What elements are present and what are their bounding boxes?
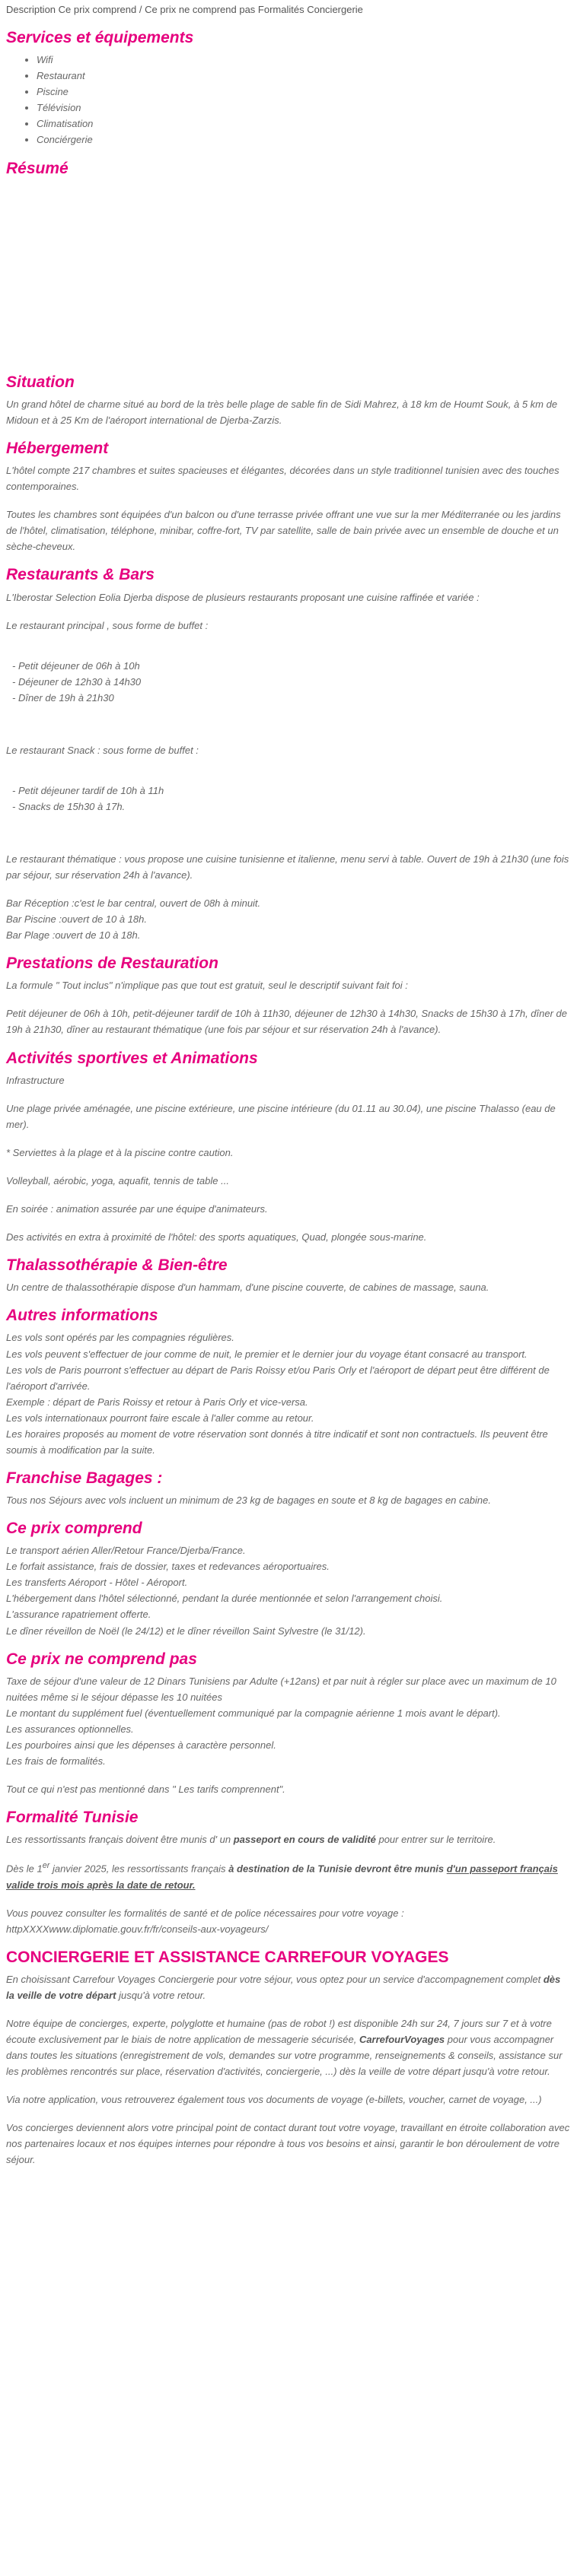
- bar-item: Bar Piscine :ouvert de 10 à 18h.: [6, 913, 148, 926]
- situation-text: Un grand hôtel de charme situé au bord de la très belle plage de sable fin de Sidi Mahrez, à 18 km de Houmt Souk, à 5 km de Midoun et à 25 Km de l'aéroport international de Djerba-Zarzis.: [6, 398, 558, 426]
- comprend-line: Les transferts Aéroport - Hôtel - Aéroport.: [6, 1577, 188, 1589]
- list-item: • Restaurant: [37, 68, 571, 84]
- restaurant-snack: Le restaurant Snack : sous forme de buffet :: [6, 744, 199, 756]
- formalite-title: Formalité Tunisie: [6, 1809, 139, 1827]
- formalite-text-3: Vous pouvez consulter les formalités de santé et de police nécessaires pour votre voyage :: [6, 1907, 404, 1919]
- comprend-line: L'assurance rapatriement offerte.: [6, 1609, 151, 1621]
- activites-text: * Serviettes à la plage et à la piscine contre caution.: [6, 1146, 234, 1158]
- bar-item: Bar Plage :ouvert de 10 à 18h.: [6, 929, 141, 942]
- thalasso-title: Thalassothérapie & Bien-être: [6, 1256, 228, 1275]
- bagages-title: Franchise Bagages :: [6, 1469, 163, 1487]
- situation-title: Situation: [6, 373, 75, 391]
- restaurants-intro: L'Iberostar Selection Eolia Djerba dispose de plusieurs restaurants proposant une cuisine raffinée et variée :: [6, 591, 480, 603]
- formalite-text-1: Les ressortissants français doivent être munis d' un passeport en cours de validité pour entrer sur le territoire.: [6, 1834, 496, 1846]
- activites-sub: Infrastructure: [6, 1074, 65, 1086]
- activites-text: En soirée : animation assurée par une équipe d'animateurs.: [6, 1202, 268, 1215]
- autres-line: Les vols de Paris pourront s'effectuer au départ de Paris Roissy et/ou Paris Orly et l'aéroport de départ peut être différent de l'aéroport d'arrivée.: [6, 1364, 550, 1392]
- activites-text: Des activités en extra à proximité de l'hôtel: des sports aquatiques, Quad, plongée sous-marine.: [6, 1231, 427, 1243]
- list-item: • Wifi: [37, 52, 571, 68]
- services-list: [6, 52, 571, 148]
- autres-line: Exemple : départ de Paris Roissy et retour à Paris Orly et vice-versa.: [6, 1396, 308, 1408]
- prestations-title: Prestations de Restauration: [6, 954, 218, 973]
- restaurant-main-item: - Dîner de 19h à 21h30: [12, 691, 114, 704]
- formalite-link[interactable]: httpXXXXwww.diplomatie.gouv.fr/fr/conseils-aux-voyageurs/: [6, 1923, 269, 1935]
- hebergement-title: Hébergement: [6, 439, 109, 457]
- activites-text: Une plage privée aménagée, une piscine extérieure, une piscine intérieure (du 01.11 au 30.04), une piscine Thalasso (eau de mer).: [6, 1102, 556, 1130]
- resume-title: Résumé: [6, 159, 69, 177]
- hebergement-text-2: Toutes les chambres sont équipées d'un balcon ou d'une terrasse privée offrant une vue sur la mer Méditerranée ou les jardins de l'hôtel, climatisation, téléphone, minibar, coffre-fort, TV par satellite, salle de bain privée avec un ensemble de douche et un sèche-cheveux.: [6, 509, 561, 553]
- prestations-text-1: La formule " Tout inclus" n'implique pas que tout est gratuit, seul le descriptif suivant fait foi :: [6, 980, 408, 992]
- comprend-line: L'hébergement dans l'hôtel sélectionné, pendant la durée mentionnée et selon l'arrangement choisi.: [6, 1593, 443, 1605]
- restaurant-snack-item: - Petit déjeuner tardif de 10h à 11h: [12, 784, 164, 796]
- restaurant-thematic: Le restaurant thématique : vous propose une cuisine tunisienne et italienne, menu servi à table. Ouvert de 19h à 21h30 (une fois par séjour, sur réservation 24h à l'avance).: [6, 853, 569, 881]
- autres-title: Autres informations: [6, 1307, 158, 1325]
- ne-comprend-title: Ce prix ne comprend pas: [6, 1650, 197, 1668]
- bar-item: Bar Réception :c'est le bar central, ouvert de 08h à minuit.: [6, 897, 261, 910]
- list-item: • Conciérgerie: [37, 132, 571, 148]
- restaurant-main: Le restaurant principal , sous forme de buffet :: [6, 619, 209, 631]
- autres-line: Les vols internationaux pourront faire escale à l'aller comme au retour.: [6, 1412, 314, 1424]
- list-item: • Télévision: [37, 100, 571, 116]
- comprend-line: Le forfait assistance, frais de dossier, taxes et redevances aéroportuaires.: [6, 1561, 330, 1573]
- restaurant-main-item: - Déjeuner de 12h30 à 14h30: [12, 675, 142, 688]
- ne-comprend-note: Tout ce qui n'est pas mentionné dans " Les tarifs comprennent".: [6, 1784, 285, 1796]
- services-title: Services et équipements: [6, 29, 194, 47]
- restaurant-snack-item: - Snacks de 15h30 à 17h.: [12, 800, 126, 812]
- list-item: • Climatisation: [37, 116, 571, 132]
- restaurant-main-item: - Petit déjeuner de 06h à 10h: [12, 659, 140, 672]
- conciergerie-title: CONCIERGERIE ET ASSISTANCE CARREFOUR VOYAGES: [6, 1948, 449, 1966]
- autres-line: Les vols peuvent s'effectuer de jour comme de nuit, le premier et le dernier jour du voyage étant consacré au transport.: [6, 1348, 528, 1360]
- ne-comprend-line: Les frais de formalités.: [6, 1755, 106, 1767]
- conciergerie-text-3: Via notre application, vous retrouverez également tous vos documents de voyage (e-billets, voucher, carnet de voyage, ...): [6, 2094, 542, 2106]
- restaurants-title: Restaurants & Bars: [6, 566, 155, 584]
- activites-title: Activités sportives et Animations: [6, 1049, 258, 1067]
- thalasso-text: Un centre de thalassothérapie dispose d'un hammam, d'une piscine couverte, de cabines de massage, sauna.: [6, 1282, 489, 1294]
- ne-comprend-line: Taxe de séjour d'une valeur de 12 Dinars Tunisiens par Adulte (+12ans) et par nuit à régler sur place avec un maximum de 10 nuitées même si le séjour dépasse les 10 nuitées: [6, 1675, 556, 1703]
- hebergement-text-1: L'hôtel compte 217 chambres et suites spacieuses et élégantes, décorées dans un style traditionnel tunisien avec des touches contemporaines.: [6, 465, 559, 493]
- ne-comprend-line: Les assurances optionnelles.: [6, 1723, 134, 1735]
- ne-comprend-line: Les pourboires ainsi que les dépenses à caractère personnel.: [6, 1739, 276, 1751]
- list-item: • Piscine: [37, 84, 571, 100]
- conciergerie-text-4: Vos concierges deviennent alors votre principal point de contact durant tout votre voyage, travaillant en étroite collaboration avec nos partenaires locaux et nos équipes internes pour répondre à tous vos besoins et ainsi, garantir le bon déroulement de votre séjour.: [6, 2122, 570, 2166]
- autres-line: Les vols sont opérés par les compagnies régulières.: [6, 1332, 234, 1344]
- conciergerie-text-2: Notre équipe de concierges, experte, polyglotte et humaine (pas de robot !) est disponible 24h sur 24, 7 jours sur 7 et à votre écoute exclusivement par le biais de notre application de messagerie sécurisée, CarrefourVoyages pour vous accompagner dans toutes les situations (enregistrement de vols, demandes sur votre programme, renseignements & conseils, assistance sur les problèmes rencontrés sur place, réservation d'activités, conciergerie, ...) dès la veille de votre départ jusqu'à votre retour.: [6, 2018, 563, 2078]
- autres-line: Les horaires proposés au moment de votre réservation sont donnés à titre indicatif et sont non contractuels. Ils peuvent être soumis à modification par la suite.: [6, 1428, 548, 1456]
- comprend-line: Le dîner réveillon de Noël (le 24/12) et le dîner réveillon Saint Sylvestre (le 31/12).: [6, 1625, 366, 1637]
- comprend-line: Le transport aérien Aller/Retour France/Djerba/France.: [6, 1545, 246, 1557]
- tabs-line: Description Ce prix comprend / Ce prix ne comprend pas Formalités Conciergerie: [6, 4, 363, 15]
- ne-comprend-line: Le montant du supplément fuel (éventuellement communiqué par la compagnie aérienne 1 mois avant le départ).: [6, 1707, 501, 1719]
- resume-blank: [6, 183, 571, 362]
- bagages-text: Tous nos Séjours avec vols incluent un minimum de 23 kg de bagages en soute et 8 kg de bagages en cabine.: [6, 1494, 491, 1507]
- prestations-text-2: Petit déjeuner de 06h à 10h, petit-déjeuner tardif de 10h à 11h30, déjeuner de 12h30 à 14h30, Snacks de 15h30 à 17h, dîner de 19h à 21h30, dîner au restaurant thématique (une fois par séjour et sur réservation 24h à l'avance).: [6, 1008, 568, 1036]
- comprend-title: Ce prix comprend: [6, 1520, 142, 1538]
- formalite-text-2: Dès le 1er janvier 2025, les ressortissants français à destination de la Tunisie devront être munis d'un passeport français valide trois mois après la date de retour.: [6, 1861, 558, 1891]
- conciergerie-text-1: En choisissant Carrefour Voyages Conciergerie pour votre séjour, vous optez pour un service d'accompagnement complet dès la veille de votre départ jusqu'à votre retour.: [6, 1974, 561, 2002]
- activites-text: Volleyball, aérobic, yoga, aquafit, tennis de table ...: [6, 1174, 229, 1186]
